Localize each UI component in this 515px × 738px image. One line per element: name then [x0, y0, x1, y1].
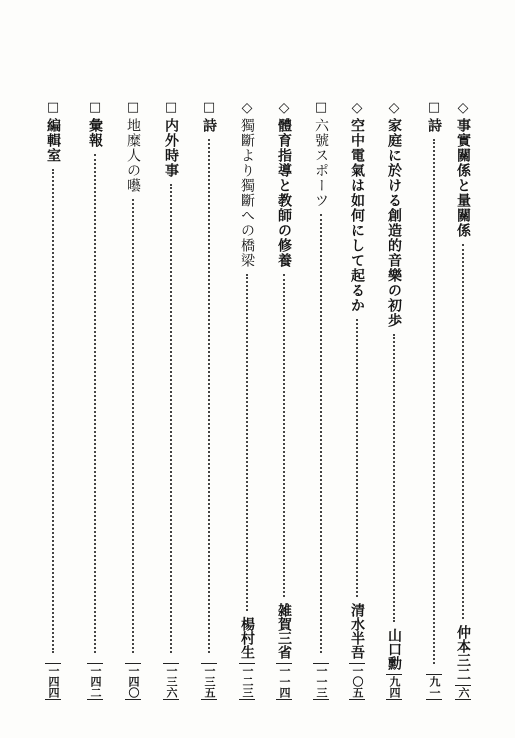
entry-page: 一〇五 — [351, 665, 364, 698]
entry-title: 内外時事 — [163, 118, 179, 178]
toc-entry[interactable] — [383, 100, 405, 700]
entry-author: 清水半吾 — [349, 603, 365, 659]
dot-leader — [52, 169, 54, 653]
diamond-icon: ◇ — [351, 100, 363, 116]
entry-title: 詩 — [201, 118, 217, 133]
entry-page: 一四四 — [47, 665, 60, 698]
entry-title: 獨斷より獨斷への橋梁 — [239, 118, 255, 268]
entry-page: 一一四 — [278, 665, 291, 698]
entry-title: 地糜人の囈 — [125, 118, 141, 193]
entry-author: 山口勳 — [386, 628, 402, 670]
entry-title: 彙報 — [87, 118, 103, 148]
dot-leader — [433, 139, 435, 664]
square-icon: □ — [314, 100, 328, 115]
diamond-icon: ◇ — [388, 100, 400, 116]
dot-leader — [283, 274, 285, 597]
dot-leader — [356, 319, 358, 597]
entry-title: 體育指導と教師の修養 — [276, 118, 292, 268]
entry-title: 家庭に於ける創造的音樂の初歩 — [386, 118, 402, 328]
entry-page: 一三五 — [203, 665, 216, 698]
toc-entry[interactable] — [122, 100, 144, 700]
toc-entry[interactable] — [423, 100, 445, 700]
square-icon: □ — [88, 100, 102, 115]
dot-leader — [393, 334, 395, 622]
square-icon: □ — [126, 100, 140, 115]
toc-entry[interactable] — [346, 100, 368, 700]
dot-leader — [208, 139, 210, 653]
entry-page: 一四二 — [89, 665, 102, 698]
diamond-icon: ◇ — [241, 100, 253, 116]
entry-title: 詩 — [426, 118, 442, 133]
entry-author: 楊村生 — [239, 617, 255, 659]
toc-entry[interactable] — [198, 100, 220, 700]
entry-page: 九四 — [388, 676, 401, 698]
toc-entry[interactable] — [160, 100, 182, 700]
square-icon: □ — [202, 100, 216, 115]
square-icon: □ — [164, 100, 178, 115]
toc-entry[interactable] — [310, 100, 332, 700]
dot-leader — [246, 274, 248, 611]
dot-leader — [170, 184, 172, 653]
dot-leader — [94, 154, 96, 653]
dot-leader — [132, 199, 134, 653]
entry-author: 雑賀三省 — [276, 603, 292, 659]
toc-entry[interactable] — [236, 100, 258, 700]
diamond-icon: ◇ — [457, 100, 469, 116]
square-icon: □ — [427, 100, 441, 115]
dot-leader — [320, 214, 322, 653]
entry-page: 一三六 — [165, 665, 178, 698]
entry-author: 仲本三二 — [455, 625, 471, 681]
entry-title: 編輯室 — [45, 118, 61, 163]
entry-page: 九一 — [428, 676, 441, 698]
entry-page: 六 — [457, 687, 470, 698]
toc-entry[interactable] — [273, 100, 295, 700]
entry-page: 一二三 — [241, 665, 254, 698]
square-icon: □ — [46, 100, 60, 115]
diamond-icon: ◇ — [278, 100, 290, 116]
dot-leader — [462, 244, 464, 619]
entry-title: 六號スポーツ — [313, 118, 329, 208]
toc-entry[interactable] — [42, 100, 64, 700]
toc-entry[interactable] — [84, 100, 106, 700]
entry-title: 事實關係と量關係 — [455, 118, 471, 238]
entry-page: 一四〇 — [127, 665, 140, 698]
toc-entry[interactable] — [452, 100, 474, 700]
entry-title: 空中電氣は如何にして起るか — [349, 118, 365, 313]
entry-page: 一一三 — [315, 665, 328, 698]
